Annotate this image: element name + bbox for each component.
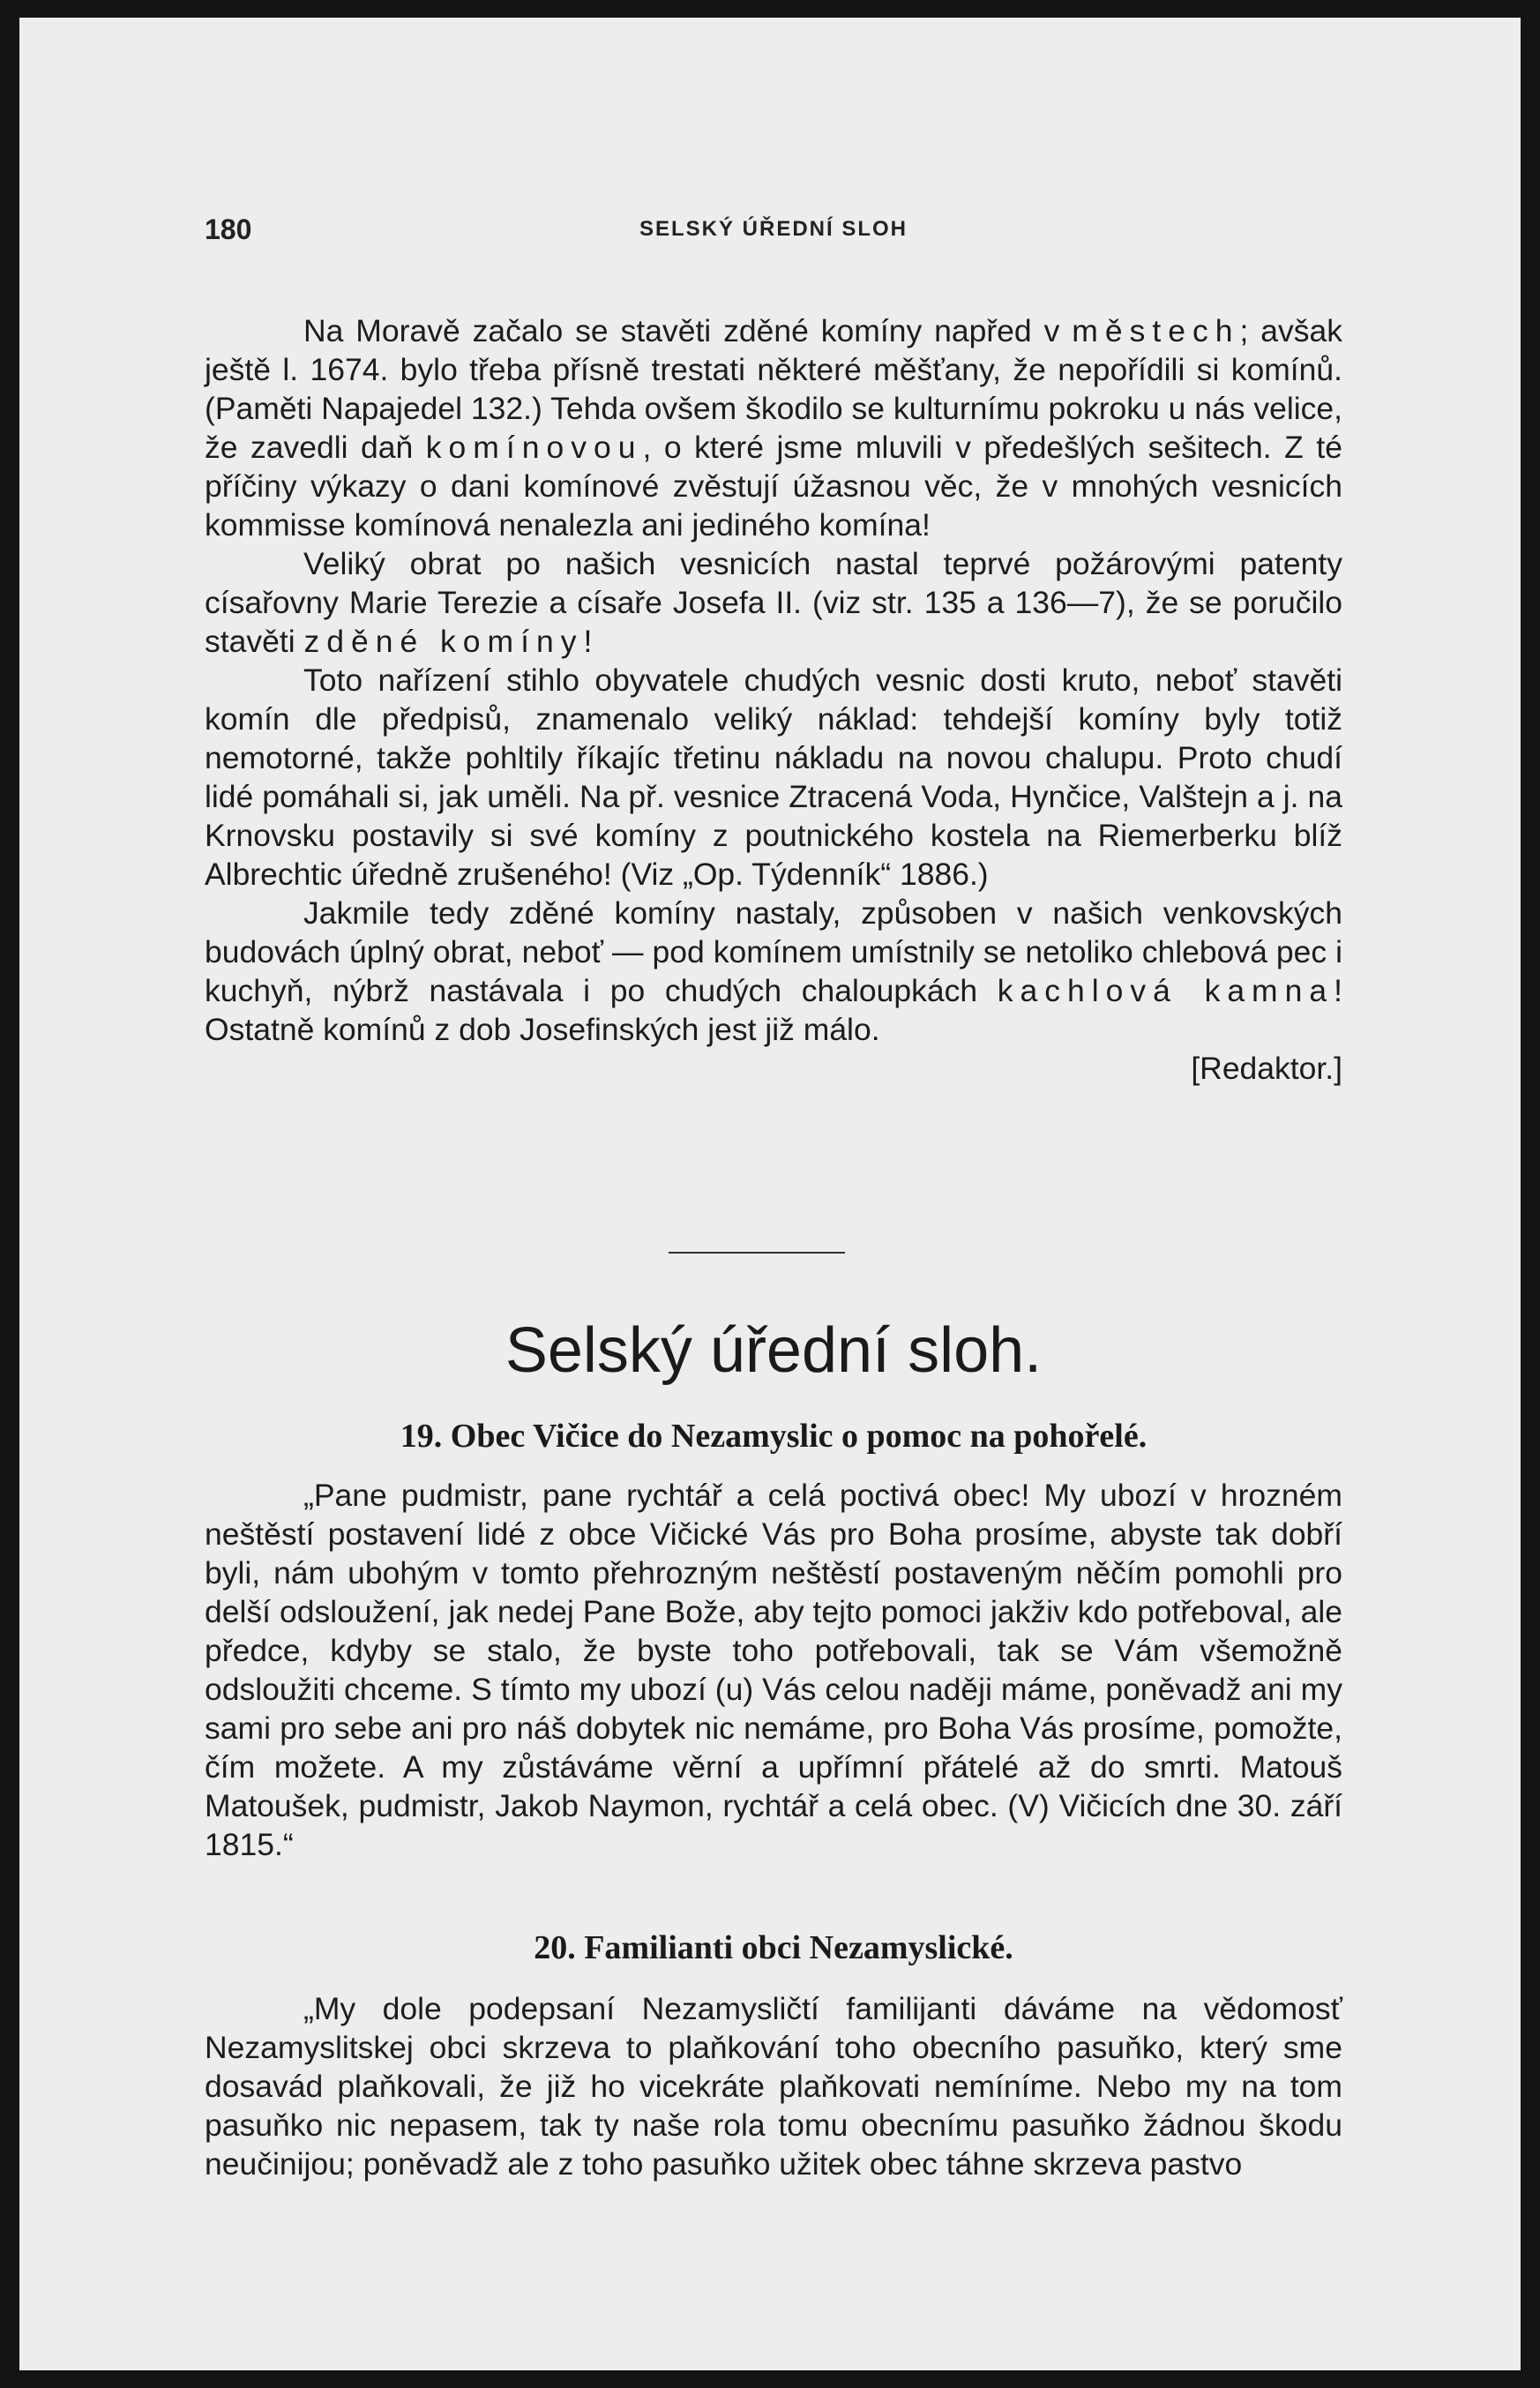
preface-paragraph-3: Toto nařízení stihlo obyvatele chudých vesnic dosti kruto, neboť stavěti komín dle předpisů, znamenalo veliký náklad: tehdejší komíny byly totiž nemotorné, takže pohltily říkajíc třetinu nákladu na novou chalupu. Proto chudí lidé pomáhali si, jak uměli. Na př. vesnice Ztracená Voda, Hynčice, Valštejn a j. na Krnovsku postavily si své komíny z poutnického kostela na Riemerberku blíž Albrechtic úředně zrušeného! (Viz „Op. Týdenník“ 1886.) [205,663,1342,892]
preface-text [205,311,1342,1088]
editor-signature: [Redaktor.] [1191,1051,1342,1086]
running-head: SELSKÝ ÚŘEDNÍ SLOH [639,217,908,241]
text-run: Veliký obrat po našich vesnicích nastal teprvé požárovými patenty císařovny Marie Terezie a císaře Josefa II. (viz str. 135 a 136—7), že se poručilo stavěti [205,546,1342,659]
text-run: Na Moravě začalo se stavěti zděné komíny napřed v [303,313,1073,348]
item-19-heading: 19. Obec Vičice do Nezamyslic o pomoc na pohořelé. [400,1418,1148,1455]
preface-paragraph-1 [205,311,1342,544]
item-19-text [205,1476,1342,1864]
spaced-text: kachlová kamna [997,973,1334,1008]
text-run: ! Ostatně komínů z dob Josefinských jest již málo. [205,973,1342,1047]
text-run: ; avšak ještě l. 1674. bylo třeba přísně trestati některé měšťany, že nepořídili si komínů. (Paměti Napajedel 132.) Tehdа ovšem škodilo se kulturnímu pokroku u nás velice, že zavedli daň [205,313,1343,465]
item-20-text [205,1989,1342,2183]
item-20-paragraph: „My dole podepsaní Nezamysličtí familijanti dáváme na vědomosť Nezamyslitskej obci skrzeva to plaňkování toho obecního pasuňko, který sme dosavád plaňkovali, že již ho vicekráte plaňkovati nemíníme. Nebo my na tom pasuňko nic nepasem, tak ty naše rola tomu obecnímu pasuňko žádnou škodu neučinijou; poněvadž ale z toho pasuňko užitek obec táhne skrzeva pastvo [205,1991,1342,2182]
text-run: , o které jsme mluvili v předešlých sešitech. Z té příčiny výkazy o dani komínové zvěstují úžasnou věc, že v mnohých vesnicích kommisse komínová nenalezla ani jediného komína! [205,430,1342,543]
text-run: Jakmile tedy zděné komíny nastaly, způsoben v našich venkovských budovách úplný obrat, neboť — pod komínem umístnily se netoliko chlebová pec i kuchyň, nýbrž nastávala i po chudých chaloupkách [205,895,1342,1008]
spaced-text: komínovou [425,430,643,465]
text-run: ! [583,624,593,659]
preface-paragraph-4 [205,894,1342,1049]
section-divider [669,1252,845,1254]
preface-paragraph-2 [205,544,1342,661]
spaced-text: městech [1072,313,1240,348]
page-number: 180 [205,213,252,245]
page-header [205,213,1342,258]
item-19-paragraph: „Pane pudmistr, pane rychtář a celá poctivá obec! My ubozí v hrozném neštěstí postavení lidé z obce Vičické Vás pro Boha prosíme, abyste tak dobří byli, nám ubohým v tomto přehrozným neštěstí postaveným něčím pomohli pro delší odsloužení, jak nedej Pane Bože, aby tejto pomoci jakživ kdo potřeboval, ale předce, kdyby se stalo, že byste toho potřebovali, tak se Vám všemožně odsloužiti chceme. S tímto my ubozí (u) Vás celou naději máme, poněvadž ani my sami pro sebe ani pro náš dobytek nic nemáme, pro Boha Vás prosíme, pomožte, čím možete. A my zůstáváme věrní a upřímní přátelé až do smrti. Matouš Matoušek, pudmistr, Jakob Naymon, rychtář a celá obec. (V) Vičicích dne 30. září 1815.“ [205,1478,1342,1862]
book-page [19,18,1521,2370]
item-20-heading: 20. Familianti obci Nezamyslické. [534,1929,1013,1966]
spaced-text: zděné komíny [303,624,584,659]
signature-row [205,1049,1342,1088]
section-title: Selský úřední sloh. [505,1315,1043,1386]
